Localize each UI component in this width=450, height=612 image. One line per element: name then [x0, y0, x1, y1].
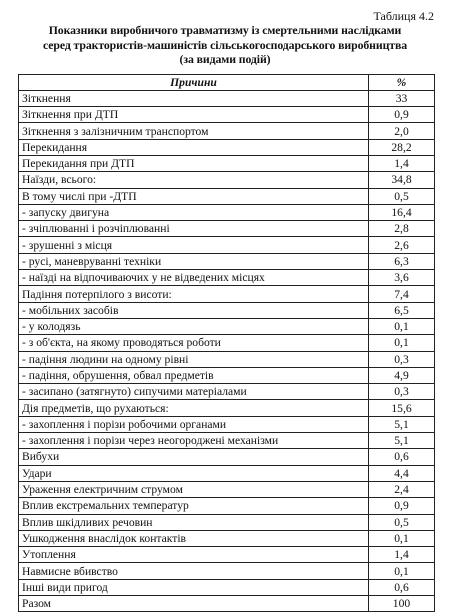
percent-cell: 0,6 [369, 579, 435, 595]
cause-cell: - захоплення і порізи робочими органами [19, 416, 369, 432]
cause-cell: - запуску двигуна [19, 204, 369, 220]
table-row [19, 302, 435, 318]
cause-cell: - захоплення і порізи через неогороджені механізми [19, 433, 369, 449]
percent-cell: 1,4 [369, 547, 435, 563]
table-row [19, 465, 435, 481]
cause-cell: Зіткнення з залізничним транспортом [19, 123, 369, 139]
percent-cell: 3,6 [369, 270, 435, 286]
percent-cell: 6,5 [369, 302, 435, 318]
cause-cell: Інші види пригод [19, 579, 369, 595]
percent-cell: 16,4 [369, 204, 435, 220]
percent-cell: 0,1 [369, 563, 435, 579]
table-row [19, 270, 435, 286]
percent-cell: 2,8 [369, 221, 435, 237]
percent-cell: 0,9 [369, 107, 435, 123]
table-row [19, 237, 435, 253]
table-row [19, 449, 435, 465]
percent-cell: 6,3 [369, 253, 435, 269]
cause-cell: - засипано (затягнуто) сипучими матеріалами [19, 384, 369, 400]
table-row [19, 514, 435, 530]
table-row [19, 367, 435, 383]
cause-cell: - русі, маневруванні техніки [19, 253, 369, 269]
cause-cell: Вплив екстремальних температур [19, 498, 369, 514]
cause-cell: Вплив шкідливих речовин [19, 514, 369, 530]
cause-cell: - у колодязь [19, 318, 369, 334]
cause-cell: Вибухи [19, 449, 369, 465]
percent-cell: 0,1 [369, 335, 435, 351]
table-row [19, 318, 435, 334]
percent-cell: 0,5 [369, 188, 435, 204]
table-row [19, 481, 435, 497]
cause-cell: Зіткнення [19, 90, 369, 106]
cause-cell: Перекидання при ДТП [19, 155, 369, 171]
table-row [19, 221, 435, 237]
title-line-2: серед трактористів-машиністів сільськогосподарського виробництва [42, 37, 408, 52]
cause-cell: Ураження електричним струмом [19, 481, 369, 497]
table-row [19, 90, 435, 106]
percent-cell: 0,5 [369, 514, 435, 530]
percent-cell: 100 [369, 596, 435, 612]
percent-cell: 5,1 [369, 433, 435, 449]
table-row [19, 384, 435, 400]
percent-cell: 7,4 [369, 286, 435, 302]
percent-cell: 0,6 [369, 449, 435, 465]
cause-cell: Удари [19, 465, 369, 481]
percent-cell: 33 [369, 90, 435, 106]
table-row [19, 416, 435, 432]
table-header-row [19, 74, 435, 90]
cause-cell: Утоплення [19, 547, 369, 563]
cause-cell: Дія предметів, що рухаються: [19, 400, 369, 416]
percent-cell: 15,6 [369, 400, 435, 416]
table-row [19, 139, 435, 155]
table-row [19, 579, 435, 595]
percent-cell: 2,0 [369, 123, 435, 139]
injury-statistics-table [18, 74, 435, 612]
table-body [19, 90, 435, 612]
table-row [19, 563, 435, 579]
cause-cell: - падіння, обрушення, обвал предметів [19, 367, 369, 383]
cause-cell: - наїзді на відпочиваючих у не відведених місцях [19, 270, 369, 286]
percent-cell: 0,9 [369, 498, 435, 514]
percent-cell: 2,4 [369, 481, 435, 497]
table-row [19, 286, 435, 302]
table-row [19, 498, 435, 514]
table-row [19, 155, 435, 171]
percent-cell: 1,4 [369, 155, 435, 171]
table-row [19, 530, 435, 546]
cause-cell: - зчіплюванні і розчіплюванні [19, 221, 369, 237]
cause-cell: Наїзди, всього: [19, 172, 369, 188]
cause-cell: Падіння потерпілого з висоти: [19, 286, 369, 302]
percent-cell: 2,6 [369, 237, 435, 253]
table-row [19, 107, 435, 123]
table-row [19, 123, 435, 139]
cause-cell: - падіння людини на одному рівні [19, 351, 369, 367]
title-line-1: Показники виробничого травматизму із смертельними наслідками [48, 23, 402, 37]
percent-cell: 4,4 [369, 465, 435, 481]
title-line-3: (за видами подій) [179, 52, 271, 66]
cause-cell: В тому числі при -ДТП [19, 188, 369, 204]
cause-cell: Зіткнення при ДТП [19, 107, 369, 123]
cause-cell: - з об'єкта, на якому проводяться роботи [19, 335, 369, 351]
header-cause: Причини [19, 74, 369, 90]
table-row [19, 253, 435, 269]
table-row [19, 596, 435, 612]
percent-cell: 34,8 [369, 172, 435, 188]
table-row [19, 172, 435, 188]
percent-cell: 28,2 [369, 139, 435, 155]
table-row [19, 400, 435, 416]
table-row [19, 335, 435, 351]
table-row [19, 204, 435, 220]
table-row [19, 351, 435, 367]
percent-cell: 4,9 [369, 367, 435, 383]
percent-cell: 0,1 [369, 530, 435, 546]
percent-cell: 0,3 [369, 351, 435, 367]
table-row [19, 433, 435, 449]
table-number-label: Таблиця 4.2 [373, 9, 434, 23]
percent-cell: 0,1 [369, 318, 435, 334]
table-title [16, 23, 434, 67]
table-row [19, 547, 435, 563]
table-row [19, 188, 435, 204]
cause-cell: - зрушенні з місця [19, 237, 369, 253]
cause-cell: - мобільних засобів [19, 302, 369, 318]
percent-cell: 5,1 [369, 416, 435, 432]
header-percent: % [369, 74, 435, 90]
cause-cell: Ушкодження внаслідок контактів [19, 530, 369, 546]
percent-cell: 0,3 [369, 384, 435, 400]
cause-cell: Навмисне вбивство [19, 563, 369, 579]
cause-cell: Разом [19, 596, 369, 612]
cause-cell: Перекидання [19, 139, 369, 155]
